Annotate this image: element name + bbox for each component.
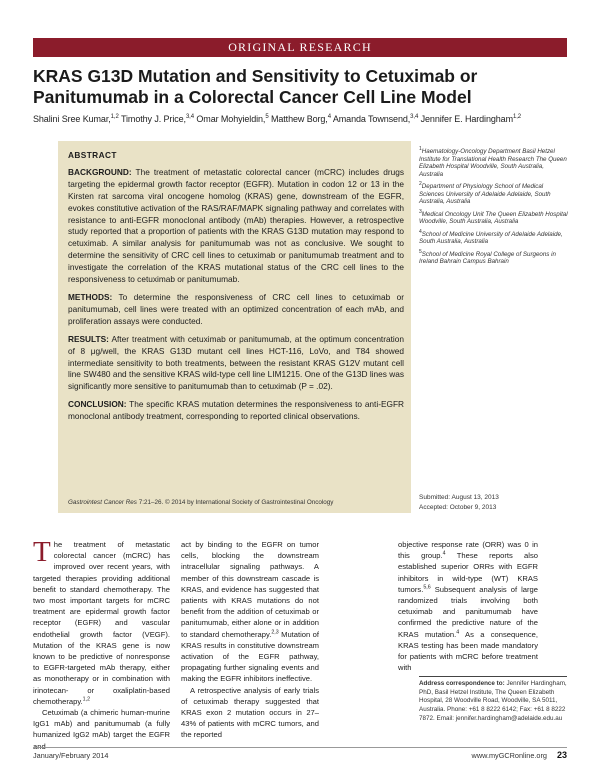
- citation-line: [68, 499, 333, 506]
- article-dates: [419, 493, 499, 512]
- body-paragraph: [398, 539, 538, 673]
- body-text: he treatment of metastatic colorectal cancer (mCRC) has improved over recent years, with targeted therapies providing additional benefit to standard chemotherapy. The two most important targets for mCRC treatment are epidermal growth factor receptor (EGFR) and vascular endothelial growth factor (VEGF). Mutation of the KRAS gene is now known to be predictive of nonresponse to EGFR-targeted mAb therapy, either as monotherapy or in combination with irinotecan- or oxaliplatin-based chemotherapy.: [33, 540, 170, 706]
- affiliation-number: 4: [419, 228, 422, 235]
- reference-sup: 4: [456, 629, 460, 636]
- body-column-2: [181, 539, 319, 741]
- conclusion-label: CONCLUSION:: [68, 399, 127, 410]
- correspondence: [419, 680, 569, 724]
- author-list: [33, 114, 578, 124]
- affiliation-text: School of Medicine University of Adelaide Adelaide, South Australia, Australia: [419, 230, 563, 245]
- title-line-2: Panitumumab in a Colorectal Cancer Cell Line Model: [33, 87, 472, 107]
- article-title: [33, 66, 567, 108]
- affiliation-text: Haematology-Oncology Department Basil Hetzel Institute for Translational Health Research The Queen Elizabeth Hospital Woodville, South Australia, Australia: [419, 148, 567, 178]
- affiliation-text: Medical Oncology Unit The Queen Elizabeth Hospital Woodville, South Australia, Australia: [419, 210, 568, 225]
- affiliation: [419, 208, 569, 226]
- body-text: Subsequent analysis of large randomized trials involving both cetuximab and panitumumab have confirmed the predictive nature of the KRAS mutation.: [398, 584, 538, 639]
- footer-right: [472, 750, 567, 760]
- affiliation-number: 1: [419, 145, 422, 152]
- abstract-conclusion: [68, 399, 404, 423]
- accepted-date: Accepted: October 9, 2013: [419, 503, 497, 511]
- affiliation-text: School of Medicine Royal College of Surgeons in Ireland Bahrain Campus Bahrain: [419, 250, 556, 265]
- drop-cap: T: [33, 536, 51, 568]
- page-number: 23: [556, 750, 567, 760]
- body-column-3: [398, 539, 538, 673]
- affiliation: [419, 228, 569, 246]
- body-text: These reports also established superior ORRs with EGFR inhibitors in wild-type (WT) KRAS tumors.: [398, 551, 538, 594]
- section-banner: ORIGINAL RESEARCH: [33, 38, 567, 57]
- abstract-heading: ABSTRACT: [68, 150, 117, 160]
- results-text: After treatment with cetuximab or panitumumab, at the optimum concentration of 8 μg/well, the KRAS G13D mutant cell lines HCT-116, LoVo, and T84 showed intermediate sensitivity to both treatments, between the resistant KRAS G12V mutant cell line SW480 and the sensitive KRAS wild-type cell line LIM1215. One of the G13D lines was significantly more sensitive to panitumumab than to cetuximab (P = .02).: [68, 333, 404, 392]
- author: Amanda Townsend,: [332, 114, 411, 124]
- submitted-date: Submitted: August 13, 2013: [419, 494, 499, 501]
- affiliation: [419, 145, 569, 178]
- citation-journal: Gastrointest Cancer Res: [68, 499, 137, 506]
- author-affil: 3,4: [410, 114, 419, 120]
- body-text: act by binding to the EGFR on tumor cells, blocking the downstream intracellular signaling pathways. A member of this downstream cascade is KRAS, and evidence has suggested that patients with KRAS mutations do not benefit from the addition of cetuximab or panitumumab, either alone or in addition to standard chemotherapy.: [181, 540, 319, 639]
- citation-rest: 7:21–26. © 2014 by International Society of Gastrointestinal Oncology: [138, 499, 334, 506]
- affiliations: [419, 145, 569, 271]
- footer-divider: [33, 747, 567, 748]
- author-affil: 5: [265, 114, 269, 120]
- methods-label: METHODS:: [68, 291, 113, 302]
- body-text: As a consequence, KRAS testing has been made mandatory for patients with mCRC before treatment with: [398, 629, 538, 673]
- background-text: The treatment of metastatic colorectal cancer (mCRC) includes drugs targeting the epidermal growth factor receptor (EGFR). Mutation in codon 12 or 13 in the Kirsten rat sarcoma viral oncogene homolog (KRAS) gene, downstream of the EGFR, evokes constitutive activation of the RAS/RAF/MAPK signaling pathway and correlates with resistance to anti-EGFR monoclonal antibody (mAb) therapies. However, a retrospective study reported that a proportion of patients with the KRAS G13D mutation may respond to cetuximab. A similar analysis for panitumumab was not as conclusive. We sought to determine the sensitivity of CRC cell lines to cetuximab or panitumumab treatment and to investigate the correlation of the KRAS mutational status of the CRC cell lines to the responsiveness to cetuximab or panitumumab.: [68, 166, 404, 285]
- footer-website[interactable]: www.myGCRonline.org: [471, 751, 547, 760]
- reference-sup: 1,2: [82, 696, 91, 703]
- affiliation: [419, 180, 569, 206]
- abstract-results: [68, 334, 404, 394]
- author: Shalini Sree Kumar,: [33, 114, 111, 124]
- affiliation-number: 2: [419, 180, 422, 187]
- methods-text: To determine the responsiveness of CRC cell lines to cetuximab or panitumumab, cell lines were treated with an optimized concentration of each mAb, and proliferation assays were conducted.: [68, 291, 404, 326]
- correspondence-text: Jennifer Hardingham, PhD, Basil Hetzel Institute, The Queen Elizabeth Hospital, 28 Woodville Road, Woodville, SA 5011, Australia. Phone: +61 8 8222 6142; Fax: +61 8 8222 7872. Email: jennifer.hardingham@adelaide.edu.au: [419, 680, 567, 722]
- body-paragraph: [181, 539, 319, 685]
- results-label: RESULTS:: [68, 333, 109, 344]
- affiliation-number: 3: [419, 208, 422, 215]
- affiliation: [419, 248, 569, 266]
- affiliation-text: Department of Physiology School of Medical Sciences University of Adelaide Adelaide, South Australia, Australia: [419, 183, 551, 205]
- author-affil: 4: [327, 114, 331, 120]
- abstract: [68, 150, 404, 429]
- author-affil: 1,2: [512, 114, 522, 120]
- author: Timothy J. Price,: [120, 114, 186, 124]
- author: Matthew Borg,: [270, 114, 328, 124]
- author: Omar Mohyieldin,: [196, 114, 266, 124]
- body-text: Mutation of KRAS results in constitutive downstream activation of the EGFR pathway, propagating further signaling events and making the EGFR inhibitors ineffective.: [181, 629, 319, 684]
- background-label: BACKGROUND:: [68, 166, 132, 177]
- conclusion-text: The specific KRAS mutation determines the responsiveness to anti-EGFR monoclonal antibody treatment, corresponding to reported clinical observations.: [68, 399, 405, 422]
- footer-issue: January/February 2014: [33, 751, 109, 760]
- abstract-background: [68, 167, 404, 286]
- reference-sup: 4: [442, 550, 446, 557]
- reference-sup: 2,3: [271, 629, 279, 636]
- title-line-1: KRAS G13D Mutation and Sensitivity to Cetuximab or: [33, 66, 478, 86]
- correspondence-label: Address correspondence to:: [419, 680, 505, 687]
- author: Jennifer E. Hardingham: [420, 114, 513, 124]
- author-affil: 1,2: [110, 114, 119, 120]
- body-paragraph: A retrospective analysis of early trials of cetuximab therapy suggested that KRAS exon 2 mutation occurs in 27–43% of patients with mCRC tumors, and the reported: [181, 685, 319, 740]
- author-affil: 3,4: [185, 114, 194, 120]
- abstract-methods: [68, 292, 404, 328]
- correspondence-divider: [419, 676, 567, 677]
- reference-sup: 5,6: [423, 584, 431, 591]
- body-text: objective response rate (ORR) was 0 in this group.: [398, 540, 538, 561]
- body-paragraph: Cetuximab (a chimeric human-murine IgG1 mAb) and panitumumab (a fully humanized IgG2 mAb) target the EGFR: [33, 708, 170, 740]
- affiliation-number: 5: [419, 248, 422, 255]
- body-column-1: [33, 536, 170, 752]
- body-paragraph: [33, 536, 170, 707]
